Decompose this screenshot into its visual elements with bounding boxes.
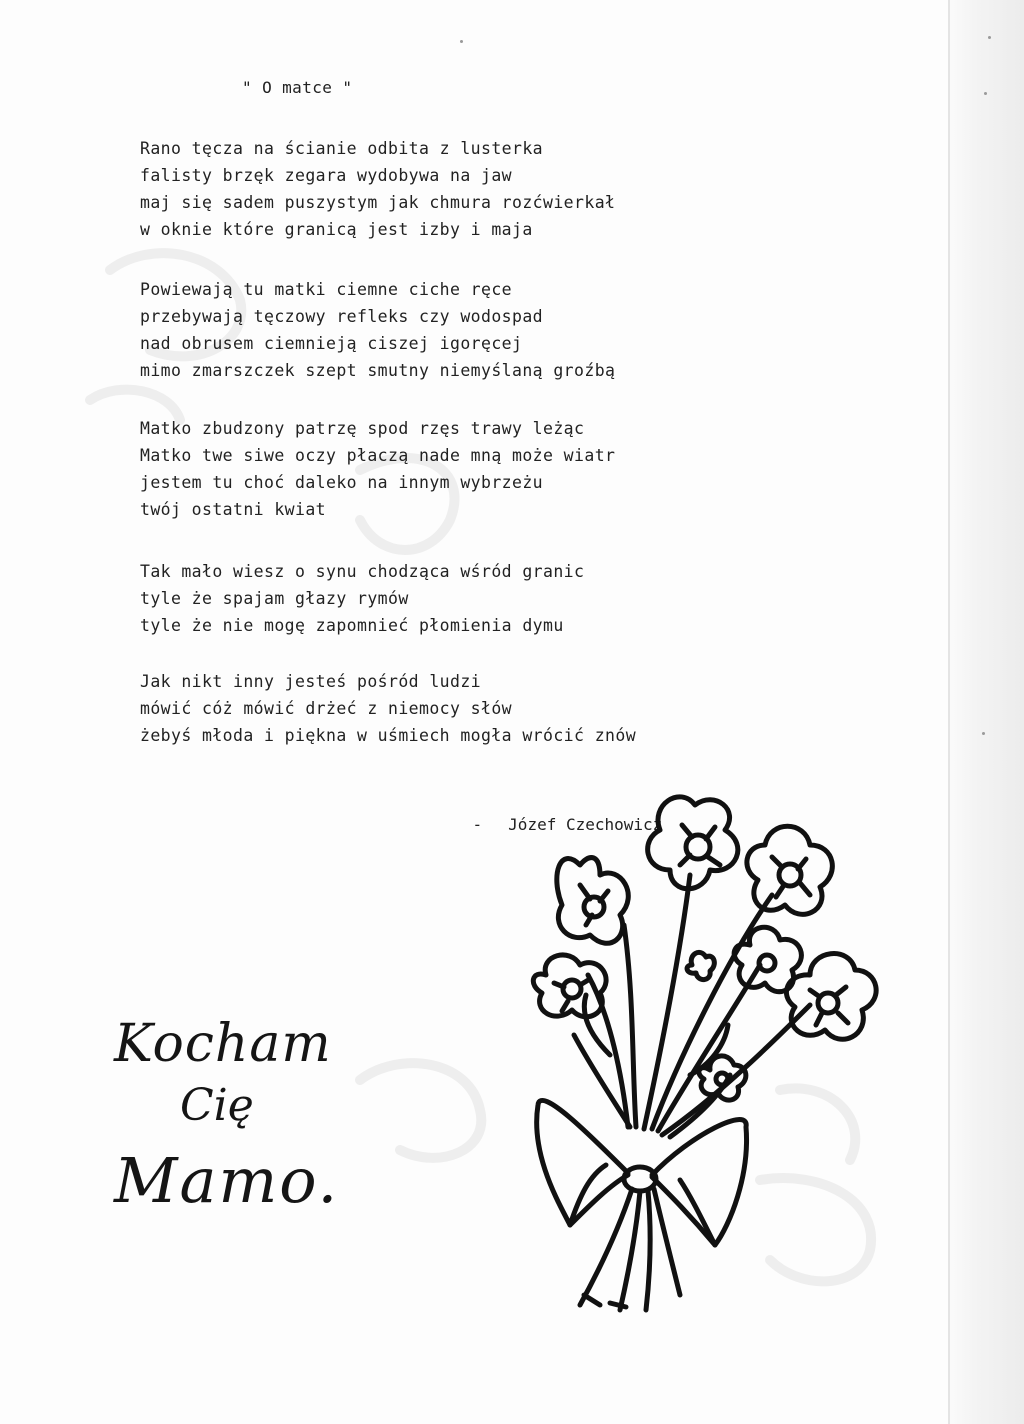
- poem-line: w oknie które granicą jest izby i maja: [140, 220, 533, 239]
- handwriting-line-1: Kocham: [114, 1014, 332, 1074]
- poem-line: przebywają tęczowy refleks czy wodospad: [140, 307, 544, 326]
- stanza-3: [140, 415, 740, 523]
- poem-line: mówić cóż mówić drżeć z niemocy słów: [140, 699, 513, 718]
- poem-line: Matko zbudzony patrzę spod rzęs trawy leżąc: [140, 419, 585, 438]
- stanza-4: [140, 558, 740, 639]
- poem-line: jestem tu choć daleko na innym wybrzeżu: [140, 473, 544, 492]
- poem-title: " O matce ": [242, 78, 353, 97]
- stanza-2: [140, 276, 740, 384]
- poem-line: falisty brzęk zegara wydobywa na jaw: [140, 166, 513, 185]
- poem-line: maj się sadem puszystym jak chmura rozćwierkał: [140, 193, 616, 212]
- poem-line: Rano tęcza na ścianie odbita z lusterka: [140, 139, 544, 158]
- scan-speck: [460, 40, 463, 43]
- flower-bouquet-icon: [510, 775, 890, 1320]
- poem-line: tyle że spajam głazy rymów: [140, 589, 409, 608]
- poem-line: nad obrusem ciemnieją ciszej igoręcej: [140, 334, 523, 353]
- handwriting-line-3: Mamo.: [114, 1144, 340, 1217]
- poem-line: Matko twe siwe oczy płaczą nade mną może wiatr: [140, 446, 616, 465]
- poem-line: Tak mało wiesz o synu chodząca wśród granic: [140, 562, 585, 581]
- poem-line: mimo zmarszczek szept smutny niemyślaną groźbą: [140, 361, 616, 380]
- poem-line: tyle że nie mogę zapomnieć płomienia dymu: [140, 616, 564, 635]
- handwritten-dedication: [100, 1010, 390, 1240]
- stanza-1: [140, 135, 740, 243]
- poem-line: Jak nikt inny jesteś pośród ludzi: [140, 672, 482, 691]
- poem-line: żebyś młoda i piękna w uśmiech mogła wrócić znów: [140, 726, 637, 745]
- scan-speck: [982, 732, 985, 735]
- author-dash: -: [472, 815, 483, 834]
- stanza-5: [140, 668, 740, 749]
- scan-speck: [988, 36, 991, 39]
- handwriting-line-2: Cię: [180, 1080, 254, 1131]
- poem-line: Powiewają tu matki ciemne ciche ręce: [140, 280, 513, 299]
- author-name: Józef Czechowicz: [508, 815, 663, 834]
- scan-speck: [984, 92, 987, 95]
- poem-line: twój ostatni kwiat: [140, 500, 327, 519]
